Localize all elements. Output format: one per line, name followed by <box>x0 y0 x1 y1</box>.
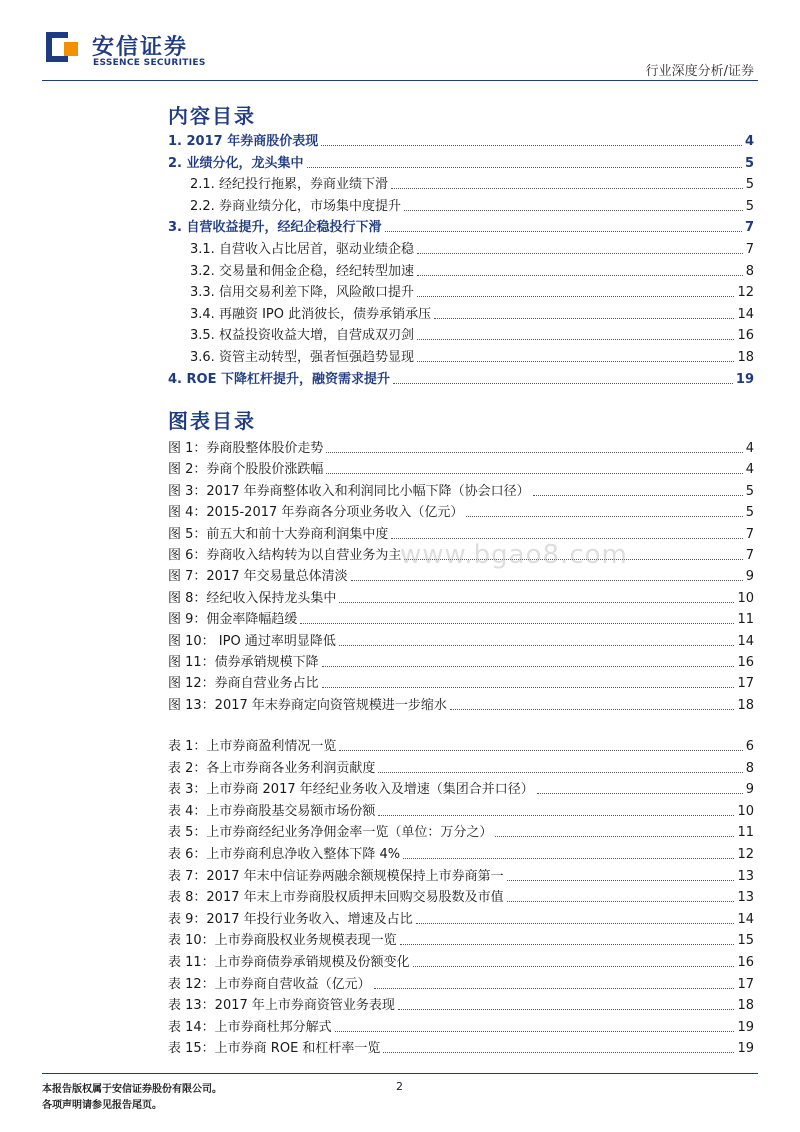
toc-entry-label: 表 8：2017 年末上市券商股权质押未回购交易股数及市值 <box>168 890 504 906</box>
toc-entry[interactable] <box>168 735 754 755</box>
toc-entry-page: 11 <box>737 612 754 628</box>
toc-entry-label: 图 13：2017 年末券商定向资管规模进一步缩水 <box>168 697 447 713</box>
watermark-text: www.bgao8.com <box>400 540 628 570</box>
toc-entry-label: 图 11：债券承销规模下降 <box>168 655 319 670</box>
toc-entry-label: 图 9：佣金率降幅趋缓 <box>168 612 298 628</box>
toc-entry-page: 7 <box>744 220 754 236</box>
toc-entry-page: 6 <box>745 739 754 754</box>
toc-entry-page: 14 <box>737 911 754 927</box>
toc-entry-page: 5 <box>744 155 754 171</box>
dot-leader <box>507 880 735 881</box>
toc-entry-page: 7 <box>745 242 754 257</box>
toc-entry-page: 12 <box>737 285 754 301</box>
toc-entry-label: 表 6：上市券商利息净收入整体下降 4% <box>168 847 401 862</box>
figures-title: 图表目录 <box>168 409 256 433</box>
toc-entry-label: 图 6：券商收入结构转为以自营业务为主 <box>168 548 402 563</box>
dot-leader <box>466 516 742 517</box>
toc-entry-page: 9 <box>745 782 754 798</box>
toc-entry[interactable] <box>168 1037 754 1057</box>
toc-entry-page: 13 <box>737 890 754 906</box>
toc-entry[interactable] <box>168 778 754 798</box>
toc-entry-page: 9 <box>745 569 754 585</box>
toc-entry-label: 图 10： IPO 通过率明显降低 <box>168 633 336 649</box>
footer-divider <box>42 1073 758 1074</box>
toc-entry-page: 4 <box>745 462 754 478</box>
toc-entry[interactable] <box>168 994 754 1014</box>
toc-entry-page: 5 <box>745 483 754 499</box>
toc-entry-label: 1. 2017 年券商股价表现 <box>168 134 319 149</box>
dot-leader <box>417 339 735 340</box>
dot-leader <box>391 188 743 189</box>
toc-entry[interactable] <box>190 346 754 366</box>
toc-entry[interactable] <box>168 630 754 650</box>
toc-entry-page: 18 <box>737 998 754 1014</box>
toc-entry-label: 表 5：上市券商经纪业务净佣金率一览（单位：万分之） <box>168 825 493 841</box>
dot-leader <box>507 901 735 902</box>
dot-leader <box>398 1009 735 1010</box>
toc-entry[interactable] <box>168 501 754 521</box>
dot-leader <box>400 944 735 945</box>
toc-entry-label: 图 12：券商自营业务占比 <box>168 676 319 692</box>
toc-entry[interactable] <box>168 437 754 457</box>
dot-leader <box>533 495 743 496</box>
toc-entry[interactable] <box>168 694 754 714</box>
toc-entry-label: 表 3：上市券商 2017 年经纪业务收入及增速（集团合并口径） <box>168 782 534 798</box>
toc-entry[interactable] <box>190 195 754 215</box>
dot-leader <box>417 253 743 254</box>
toc-entry-page: 8 <box>745 263 754 279</box>
dot-leader <box>413 966 735 967</box>
toc-entry-label: 3.1. 自营收入占比居首，驱动业绩企稳 <box>190 242 414 257</box>
toc-entry[interactable] <box>168 908 754 928</box>
toc-entry[interactable] <box>168 973 754 993</box>
dot-leader <box>391 538 742 539</box>
toc-entry-label: 表 12：上市券商自营收益（亿元） <box>168 976 371 992</box>
dot-leader <box>326 473 742 474</box>
toc-entry-page: 4 <box>745 441 754 456</box>
toc-entry-page: 14 <box>737 306 754 322</box>
toc-entry-page: 11 <box>737 825 754 841</box>
toc-entry-page: 16 <box>737 655 754 670</box>
dot-leader <box>378 772 742 773</box>
dot-leader <box>300 623 734 624</box>
dot-leader <box>417 275 743 276</box>
dot-leader <box>450 709 735 710</box>
toc-entry-label: 图 4：2015-2017 年券商各分项业务收入（亿元） <box>168 505 464 521</box>
toc-entry-label: 图 5：前五大和前十大券商利润集中度 <box>168 526 389 542</box>
brand-name-cn: 安信证券 <box>92 35 189 60</box>
toc-entry-label: 2. 业绩分化，龙头集中 <box>168 155 304 171</box>
toc-entry[interactable] <box>168 821 754 841</box>
toc-entry[interactable] <box>190 303 754 323</box>
toc-entry-label: 表 1：上市券商盈利情况一览 <box>168 739 337 754</box>
toc-entry-label: 表 14：上市券商杜邦分解式 <box>168 1019 332 1035</box>
toc-entry[interactable] <box>168 1016 754 1036</box>
dot-leader <box>339 750 742 751</box>
dot-leader <box>404 210 743 211</box>
dot-leader <box>321 145 742 146</box>
header-divider <box>42 80 758 81</box>
dot-leader <box>417 361 735 362</box>
toc-entry-page: 18 <box>737 350 754 365</box>
toc-entry-page: 4 <box>744 134 754 149</box>
toc-entry-page: 17 <box>737 676 754 692</box>
toc-entry-page: 14 <box>737 633 754 649</box>
dot-leader <box>326 452 742 453</box>
toc-entry-label: 表 15：上市券商 ROE 和杠杆率一览 <box>168 1041 381 1057</box>
toc-entry[interactable] <box>168 865 754 885</box>
toc-entry-page: 17 <box>737 976 754 992</box>
dot-leader <box>403 858 734 859</box>
dot-leader <box>393 383 733 384</box>
dot-leader <box>434 318 734 319</box>
dot-leader <box>322 687 735 688</box>
dot-leader <box>351 580 743 581</box>
toc-entry-page: 16 <box>737 955 754 970</box>
toc-entry[interactable] <box>168 929 754 949</box>
toc-entry-page: 8 <box>745 760 754 776</box>
toc-entry-label: 2.1. 经纪投行拖累，券商业绩下滑 <box>190 177 388 193</box>
dot-leader <box>374 988 735 989</box>
toc-entry-page: 7 <box>745 526 754 542</box>
toc-entry-page: 10 <box>737 590 754 606</box>
footer-copyright: 本报告版权属于安信证券股份有限公司。 <box>42 1084 222 1095</box>
toc-entry[interactable] <box>168 757 754 777</box>
toc-entry-label: 4. ROE 下降杠杆提升，融资需求提升 <box>168 371 390 387</box>
toc-entry-page: 19 <box>737 1041 754 1057</box>
contents-title: 内容目录 <box>168 104 256 128</box>
toc-entry[interactable] <box>168 800 754 820</box>
dot-leader <box>335 1031 735 1032</box>
toc-entry-label: 图 8：经纪收入保持龙头集中 <box>168 590 337 606</box>
toc-entry-label: 图 3：2017 年券商整体收入和利润同比小幅下降（协会口径） <box>168 483 530 499</box>
toc-entry-page: 5 <box>745 198 754 214</box>
toc-entry-label: 3.6. 资管主动转型，强者恒强趋势显现 <box>190 350 414 365</box>
toc-entry-label: 表 10：上市券商股权业务规模表现一览 <box>168 933 397 949</box>
toc-entry[interactable] <box>190 260 754 280</box>
toc-entry-label: 表 7：2017 年末中信证券两融余额规模保持上市券商第一 <box>168 868 504 884</box>
dot-leader <box>307 167 742 168</box>
toc-entry-page: 5 <box>745 505 754 521</box>
toc-entry-label: 3. 自营收益提升，经纪企稳投行下滑 <box>168 220 382 236</box>
toc-entry[interactable] <box>168 843 754 863</box>
dot-leader <box>339 602 734 603</box>
toc-entry-page: 16 <box>737 328 754 344</box>
brand-name-en: ESSENCE SECURITIES <box>93 58 206 68</box>
toc-entry-label: 3.3. 信用交易利差下降，风险敞口提升 <box>190 285 414 301</box>
dot-leader <box>416 923 735 924</box>
toc-entry-page: 18 <box>737 697 754 713</box>
toc-entry-label: 3.2. 交易量和佣金企稳，经纪转型加速 <box>190 263 414 279</box>
toc-entry-page: 13 <box>737 868 754 884</box>
page-number: 2 <box>396 1080 403 1093</box>
dot-leader <box>322 666 735 667</box>
toc-entry-label: 图 7：2017 年交易量总体清淡 <box>168 569 348 585</box>
dot-leader <box>417 296 735 297</box>
toc-entry[interactable] <box>168 886 754 906</box>
toc-entry-label: 图 1：券商股整体股价走势 <box>168 441 324 456</box>
dot-leader <box>378 815 734 816</box>
toc-entry[interactable] <box>190 173 754 193</box>
toc-entry-label: 表 2：各上市券商各业务利润贡献度 <box>168 760 376 776</box>
toc-entry-label: 图 2：券商个股股价涨跌幅 <box>168 462 324 478</box>
toc-entry[interactable] <box>168 152 754 172</box>
toc-entry[interactable] <box>168 480 754 500</box>
dot-leader <box>383 1052 734 1053</box>
toc-entry[interactable] <box>190 238 754 258</box>
essence-logo-icon <box>42 26 82 66</box>
dot-leader <box>537 793 743 794</box>
dot-leader <box>385 231 742 232</box>
footer-disclaimer: 各项声明请参见报告尾页。 <box>42 1100 162 1111</box>
dot-leader <box>495 836 734 837</box>
toc-entry[interactable] <box>168 458 754 478</box>
toc-entry[interactable] <box>190 324 754 344</box>
toc-entry[interactable] <box>168 672 754 692</box>
toc-entry-label: 表 9：2017 年投行业务收入、增速及占比 <box>168 911 413 927</box>
toc-entry-label: 3.5. 权益投资收益大增，自营成双刃剑 <box>190 328 414 344</box>
toc-entry[interactable] <box>190 281 754 301</box>
toc-entry-page: 19 <box>737 1019 754 1035</box>
toc-entry-page: 19 <box>735 371 754 387</box>
toc-entry-page: 10 <box>737 803 754 819</box>
toc-entry-page: 12 <box>737 847 754 862</box>
toc-entry-label: 表 13：2017 年上市券商资管业务表现 <box>168 998 395 1014</box>
toc-entry-label: 3.4. 再融资 IPO 此消彼长，债券承销承压 <box>190 306 432 322</box>
toc-entry[interactable] <box>168 951 754 971</box>
page-header <box>0 0 800 80</box>
toc-entry-label: 2.2. 券商业绩分化，市场集中度提升 <box>190 198 401 214</box>
toc-entry-label: 表 4：上市券商股基交易额市场份额 <box>168 803 376 819</box>
toc-entry-label: 表 11：上市券商债券承销规模及份额变化 <box>168 955 410 970</box>
dot-leader <box>339 645 735 646</box>
toc-entry[interactable] <box>168 651 754 671</box>
toc-entry[interactable] <box>168 608 754 628</box>
toc-entry[interactable] <box>168 368 754 388</box>
toc-entry-page: 15 <box>737 933 754 949</box>
toc-entry-page: 7 <box>745 548 754 563</box>
toc-entry[interactable] <box>168 216 754 236</box>
toc-entry[interactable] <box>168 130 754 150</box>
toc-entry-page: 5 <box>745 177 754 193</box>
report-type: 行业深度分析/证券 <box>645 64 754 79</box>
toc-entry[interactable] <box>168 587 754 607</box>
